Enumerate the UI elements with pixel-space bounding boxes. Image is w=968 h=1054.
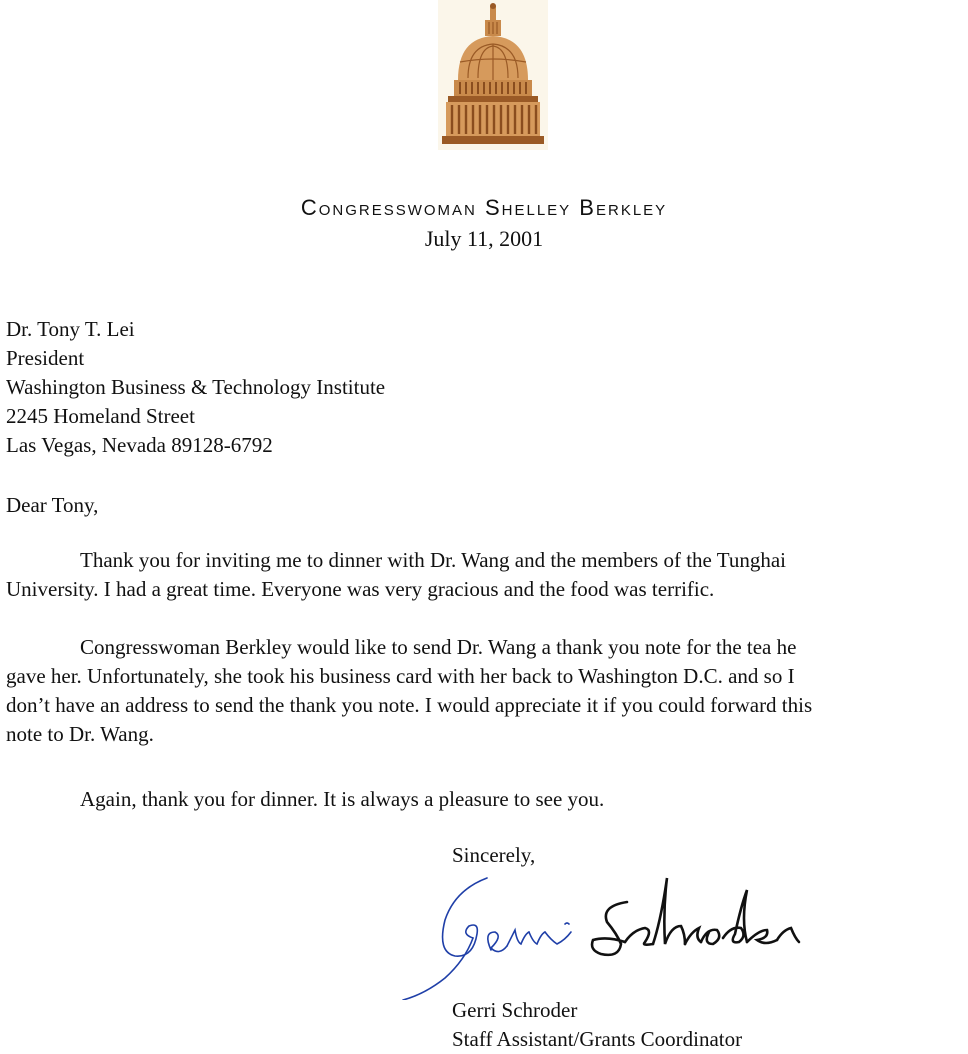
signer-title: Staff Assistant/Grants Coordinator [452,1027,743,1051]
letterhead-name: Congresswoman Shelley Berkley [300,195,668,220]
letter-date: July 11, 2001 [424,226,544,251]
recipient-title: President [6,346,85,370]
body-paragraph-2 [6,633,962,749]
recipient-organization: Washington Business & Technology Institute [6,375,386,399]
capitol-dome-icon [438,0,548,150]
signer-name: Gerri Schroder [452,998,578,1022]
body-paragraph-3 [6,785,962,814]
recipient-street: 2245 Homeland Street [6,404,195,428]
body-paragraph-1 [6,546,962,604]
paragraph-line: note to Dr. Wang. [6,722,154,746]
recipient-name: Dr. Tony T. Lei [6,317,135,341]
paragraph-line: don’t have an address to send the thank you note. I would appreciate it if you could forward this [6,693,813,717]
salutation: Dear Tony, [6,493,99,517]
paragraph-line: Congresswoman Berkley would like to send Dr. Wang a thank you note for the tea he [80,635,797,659]
paragraph-line: University. I had a great time. Everyone was very gracious and the food was terrific. [6,577,715,601]
paragraph-line: Thank you for inviting me to dinner with Dr. Wang and the members of the Tunghai [80,548,786,572]
handwritten-signature [395,860,835,1000]
recipient-city: Las Vegas, Nevada 89128-6792 [6,433,273,457]
paragraph-line: gave her. Unfortunately, she took his business card with her back to Washington D.C. and so I [6,664,795,688]
closing: Sincerely, [452,843,536,867]
paragraph-line: Again, thank you for dinner. It is always a pleasure to see you. [80,787,605,811]
